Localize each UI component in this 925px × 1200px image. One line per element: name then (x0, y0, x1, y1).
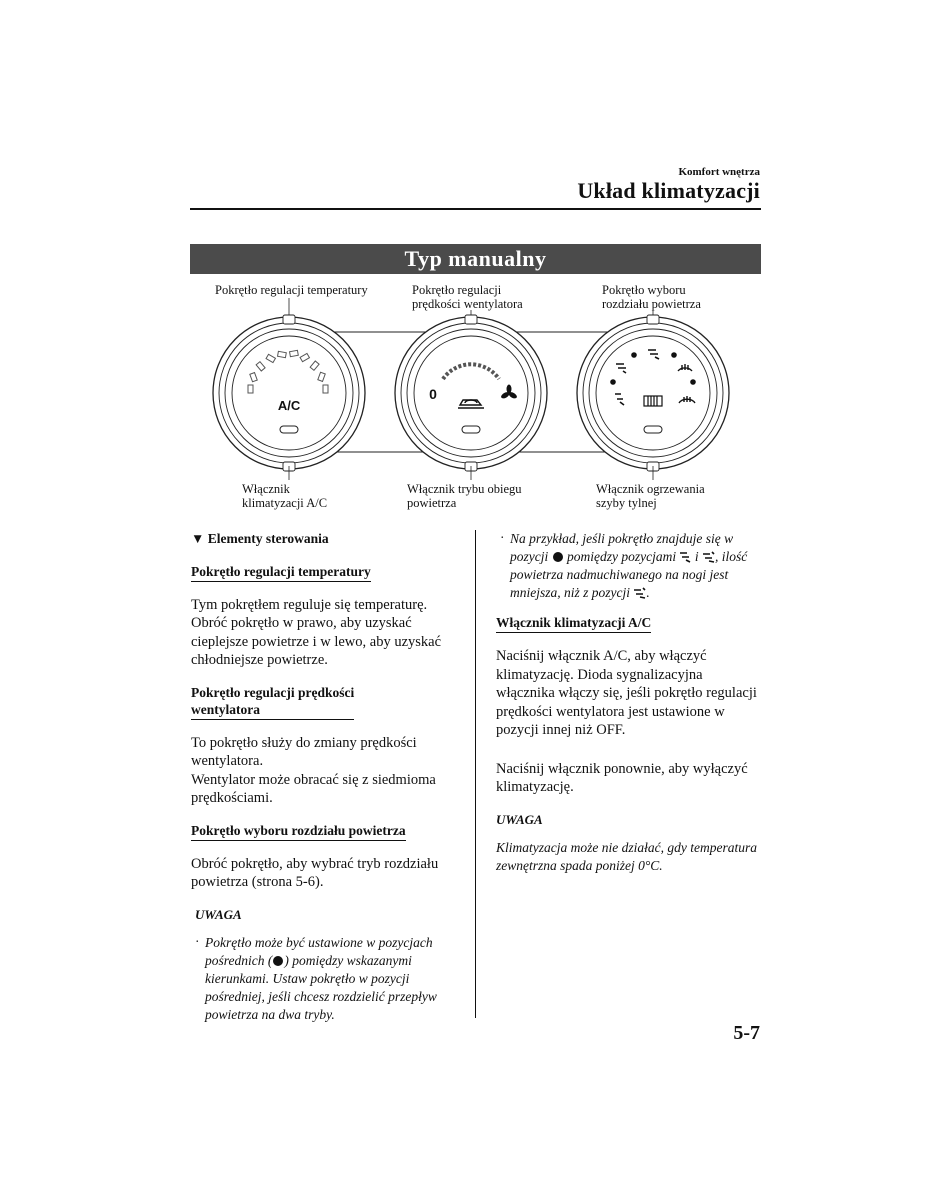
callout-line: Włącznik trybu obiegu (407, 482, 522, 496)
fan-speed-knob (395, 315, 547, 471)
callout-line: Włącznik (242, 482, 290, 496)
callout-line: Pokrętło wyboru (602, 283, 686, 297)
paragraph-fan-2: Wentylator może obracać się z siedmioma prędkościami. (191, 771, 436, 806)
right-column (496, 530, 764, 875)
fan-zero-label: 0 (429, 386, 437, 402)
example-bullet: · Na przykład, jeśli pokrętło znajduje się w pozycji pomiędzy pozycjami i , ilość powietrza nadmuchiwanego na nogi jest mniejsza, niż z pozycji . (498, 530, 764, 602)
ac-label: A/C (277, 398, 301, 413)
callout-line: klimatyzacji A/C (242, 496, 328, 510)
position-dot-icon (553, 552, 563, 562)
heading-temp-knob: Pokrętło regulacji temperatury (191, 563, 371, 582)
banner-manual-type: Typ manualny (190, 244, 761, 274)
triangle-down-icon: ▼ (191, 531, 205, 546)
column-divider (475, 530, 476, 1018)
heading-mode-knob: Pokrętło wyboru rozdziału powietrza (191, 822, 406, 841)
left-column (191, 530, 463, 1024)
callout-ac-switch (242, 482, 327, 510)
callout-line: rozdziału powietrza (602, 297, 701, 311)
heading-ac-switch: Włącznik klimatyzacji A/C (496, 614, 651, 633)
section-label: Komfort wnętrza (678, 166, 760, 178)
callout-line: Włącznik ogrzewania (596, 482, 705, 496)
title-rule (190, 208, 761, 210)
defrost-feet-icon (702, 551, 715, 563)
callout-line: Pokrętło regulacji temperatury (215, 283, 368, 297)
subsection-title: ▼ Elementy sterowania (191, 531, 329, 546)
mode-knob (577, 315, 729, 471)
note-title: UWAGA (496, 811, 543, 827)
callout-line: szyby tylnej (596, 496, 657, 510)
vent-feet-icon (679, 551, 691, 563)
paragraph-temp: Tym pokrętłem reguluje się temperaturę. Obróć pokrętło w prawo, aby uzyskać cieplejsze powietrze i w lewo, aby uzyskać chłodniejsze powietrze. (191, 596, 442, 668)
defrost-feet-icon (633, 587, 646, 599)
chapter-title: Układ klimatyzacji (577, 178, 760, 203)
paragraph-fan-1: To pokrętło służy do zmiany prędkości wentylatora. (191, 734, 417, 769)
note-body: Klimatyzacja może nie działać, gdy temperatura zewnętrzna spada poniżej 0°C. (496, 840, 757, 873)
note-bullet: · Pokrętło może być ustawione w pozycjach pośrednich ( ) pomiędzy wskazanymi kierunkami. Ustaw pokrętło w pozycji pośredniej, jeśli chcesz rozdzielić przepływ powietrza na dwa tryby. (193, 934, 463, 1024)
paragraph-ac-1: Naciśnij włącznik A/C, aby włączyć klimatyzację. Dioda sygnalizacyjna włącznika włączy się, jeśli pokrętło regulacji prędkości wentylatora jest ustawione w pozycji innej niż OFF. (496, 648, 757, 738)
note-title: UWAGA (195, 906, 242, 922)
page-number: 5-7 (733, 1022, 760, 1044)
paragraph-mode: Obróć pokrętło, aby wybrać tryb rozdziału powietrza (strona 5-6). (191, 855, 439, 890)
position-dot-icon (273, 956, 283, 966)
callout-recirc-switch (407, 482, 522, 510)
callout-line: Pokrętło regulacji (412, 283, 502, 297)
callout-line: powietrza (407, 496, 457, 510)
temperature-knob (213, 315, 365, 471)
paragraph-ac-2: Naciśnij włącznik ponownie, aby wyłączyć klimatyzację. (496, 760, 748, 795)
heading-fan-knob: Pokrętło regulacji prędkości wentylatora (191, 684, 354, 720)
callout-rear-defrost-switch (596, 482, 705, 510)
callout-line: prędkości wentylatora (412, 297, 523, 311)
